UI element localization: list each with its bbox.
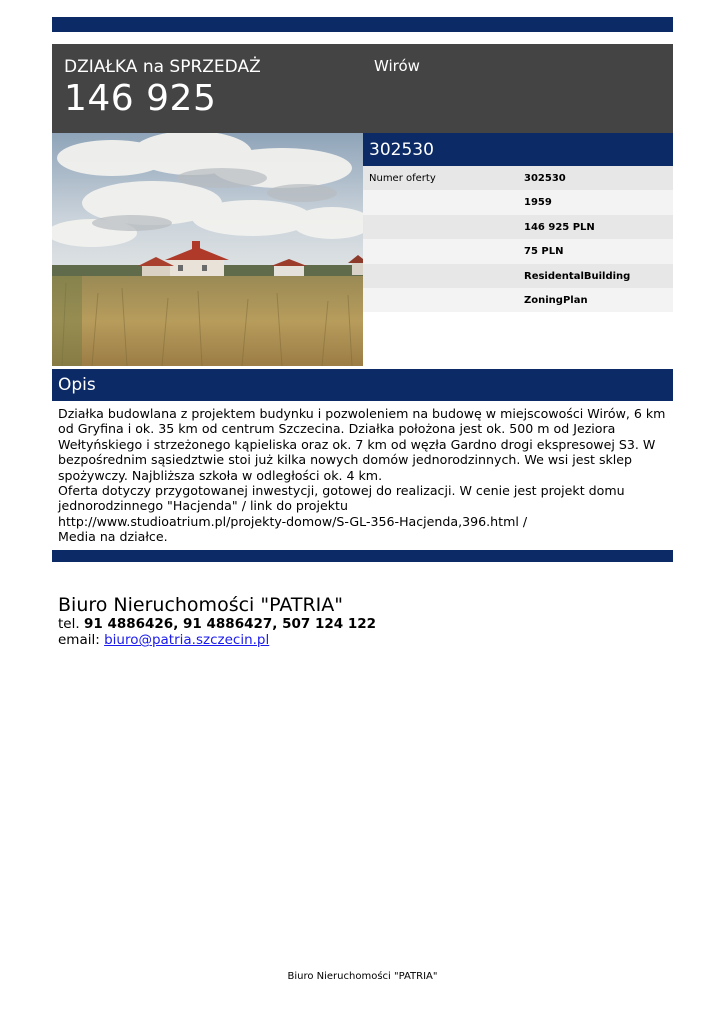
offer-id-heading-text: 302530 (369, 140, 434, 160)
offer-header (52, 44, 673, 133)
description-heading-text: Opis (58, 375, 96, 395)
detail-value: 1959 (524, 197, 552, 209)
contact-phone (58, 616, 376, 632)
description-body (58, 406, 670, 545)
detail-row (363, 215, 673, 239)
email-link[interactable]: biuro@patria.szczecin.pl (104, 632, 270, 648)
description-paragraph: Oferta dotyczy przygotowanej inwestycji, gotowej do realizacji. W cenie jest projekt domu jednorodzinnego "Hacjenda" / link do projektu (58, 483, 625, 514)
email-label: email: (58, 632, 100, 648)
detail-label: Numer oferty (369, 173, 436, 184)
detail-row (363, 190, 673, 214)
phone-label: tel. (58, 616, 80, 632)
offer-type: DZIAŁKA na SPRZEDAŻ (64, 57, 261, 77)
property-photo-illustration (52, 133, 363, 366)
detail-value: 146 925 PLN (524, 221, 595, 233)
agency-name: Biuro Nieruchomości "PATRIA" (58, 594, 344, 616)
description-project-link: http://www.studioatrium.pl/projekty-domow/S-GL-356-Hacjenda,396.html / (58, 513, 528, 529)
detail-row (363, 166, 673, 190)
detail-value: 302530 (524, 173, 566, 184)
detail-row (363, 288, 673, 312)
detail-row (363, 239, 673, 263)
top-decorative-bar (52, 17, 673, 32)
offer-price: 146 925 (64, 78, 217, 119)
detail-value: ZoningPlan (524, 294, 588, 306)
detail-value: 75 PLN (524, 246, 564, 258)
offer-id-heading (363, 133, 673, 166)
offer-details-table (363, 166, 673, 312)
offer-location: Wirów (374, 57, 420, 75)
detail-value: ResidentalBuilding (524, 270, 631, 282)
bottom-decorative-bar (52, 550, 673, 562)
property-photo (52, 133, 363, 366)
description-heading (52, 369, 673, 401)
phone-numbers: 91 4886426, 91 4886427, 507 124 122 (83, 616, 377, 632)
description-paragraph: Działka budowlana z projektem budynku i pozwoleniem na budowę w miejscowości Wirów, 6 km od Gryfina i ok. 35 km od centrum Szczecina. Działka położona jest ok. 500 m od Jeziora Wełtyńskiego i strzeżonego kąpieliska oraz ok. 7 km od węzła Gardno drogi ekspresowej S3. W bezpośrednim sąsiedztwie stoi już kilka nowych domów jednorodzinnych. We wsi jest sklep spożywczy. Najbliższa szkoła w odległości ok. 4 km. (58, 406, 666, 483)
description-paragraph: Media na działce. (58, 529, 168, 545)
detail-row (363, 264, 673, 288)
page-footer: Biuro Nieruchomości "PATRIA" (287, 971, 438, 982)
contact-email (58, 632, 269, 648)
